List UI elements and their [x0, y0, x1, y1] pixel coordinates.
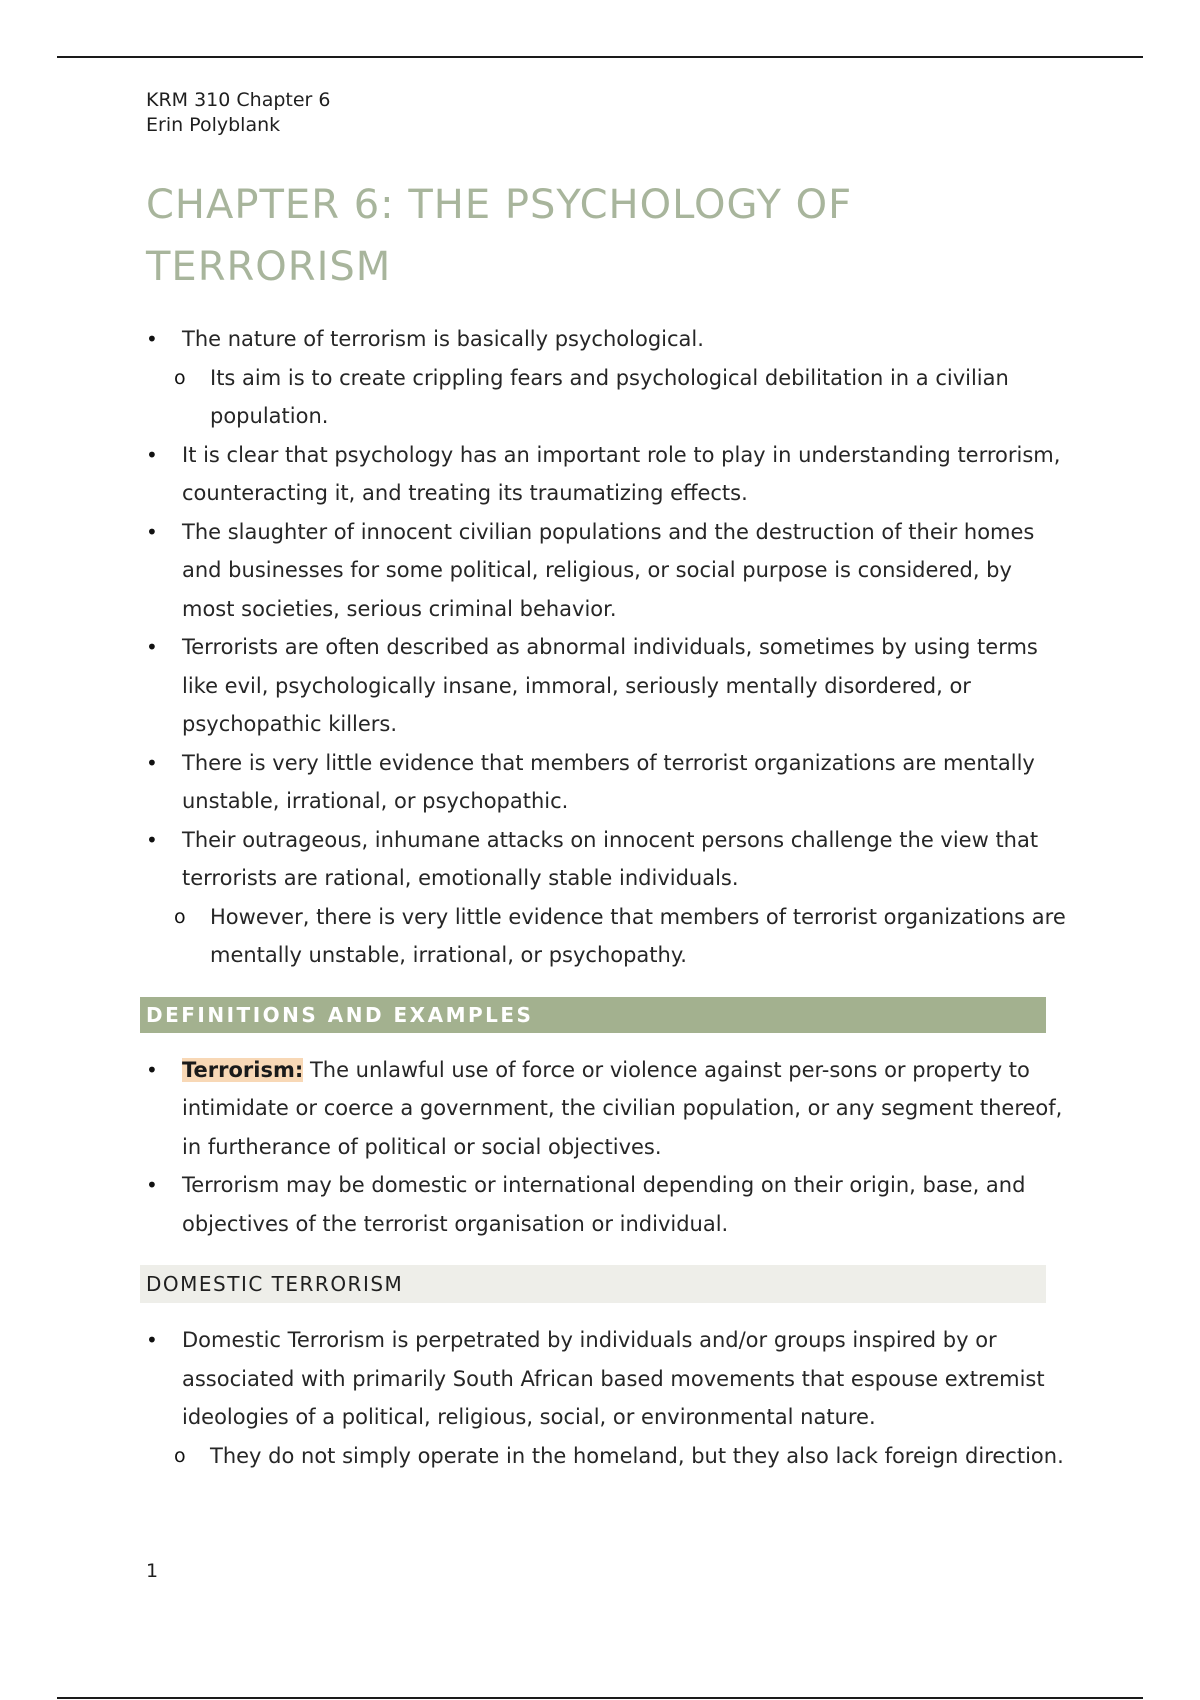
list-item: • It is clear that psychology has an important role to play in understanding terrorism, counteracting it, and treating its traumatizing effects. [146, 436, 1066, 513]
list-item: • Terrorists are often described as abnormal individuals, sometimes by using terms like evil, psychologically insane, immoral, seriously mentally disordered, or psychopathic killers. [146, 628, 1066, 744]
terrorism-definition: The unlawful use of force or violence against per-sons or property to intimidate or coerce a government, the civilian population, or any segment thereof, in furtherance of political or social objectives. [182, 1057, 1063, 1159]
chapter-title [146, 174, 1066, 298]
chapter-title-line-2: TERRORISM [146, 244, 392, 290]
list-item: • The slaughter of innocent civilian populations and the destruction of their homes and businesses for some political, religious, or social purpose is considered, by most societies, serious criminal behavior. [146, 513, 1066, 629]
chapter-title-line-1: CHAPTER 6: THE PSYCHOLOGY OF [146, 182, 853, 228]
top-rule [57, 56, 1143, 58]
list-item: • The nature of terrorism is basically psychological. [146, 320, 1066, 359]
domestic-terrorism-heading: DOMESTIC TERRORISM [140, 1265, 1046, 1303]
bottom-rule [57, 1697, 1143, 1699]
sub-list-item: o Its aim is to create crippling fears and psychological debilitation in a civilian population. [146, 359, 1066, 436]
intro-bullet-list [146, 320, 1066, 975]
list-item: • Terrorism may be domestic or international depending on their origin, base, and objectives of the terrorist organisation or individual. [146, 1166, 1066, 1243]
page-number: 1 [146, 1560, 159, 1582]
terrorism-term: Terrorism: [182, 1057, 304, 1082]
document-page [146, 88, 1066, 1475]
definitions-heading: DEFINITIONS AND EXAMPLES [140, 997, 1046, 1033]
sub-list-item: o However, there is very little evidence that members of terrorist organizations are mentally unstable, irrational, or psychopathy. [146, 898, 1066, 975]
course-header: KRM 310 Chapter 6 [146, 89, 331, 111]
list-item: • Their outrageous, inhumane attacks on innocent persons challenge the view that terrorists are rational, emotionally stable individuals. [146, 821, 1066, 898]
list-item [146, 1051, 1066, 1167]
list-item: • Domestic Terrorism is perpetrated by individuals and/or groups inspired by or associated with primarily South African based movements that espouse extremist ideologies of a political, religious, social, or environmental nature. [146, 1321, 1066, 1437]
sub-list-item: o They do not simply operate in the homeland, but they also lack foreign direction. [146, 1437, 1066, 1476]
list-item: • There is very little evidence that members of terrorist organizations are mentally unstable, irrational, or psychopathic. [146, 744, 1066, 821]
domestic-bullet-list [146, 1321, 1066, 1475]
author-name: Erin Polyblank [146, 114, 281, 136]
definitions-bullet-list [146, 1051, 1066, 1244]
